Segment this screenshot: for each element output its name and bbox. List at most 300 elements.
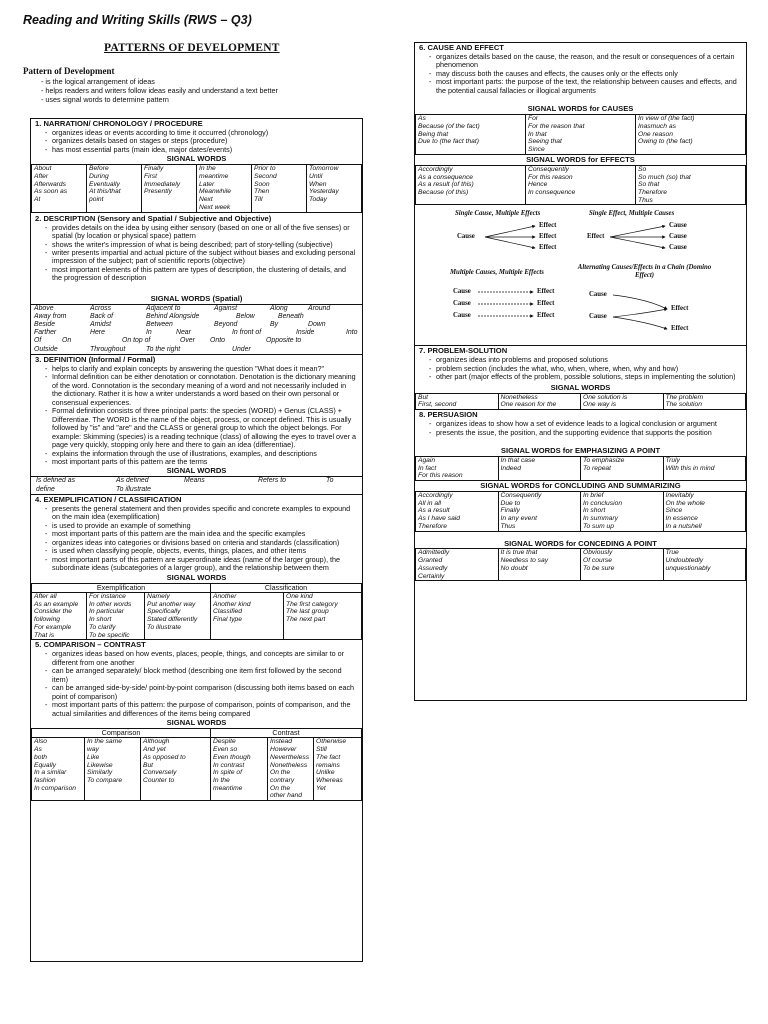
signal-word: Into xyxy=(346,329,358,337)
diagram-title: Multiple Causes, Multiple Effects xyxy=(450,269,544,277)
bullet-item: - presents the general statement and then provides specific and concrete examples to expound on the main idea (exemplification) xyxy=(45,505,358,522)
problem-solution-signal-table xyxy=(415,393,746,410)
signal-word: Below xyxy=(236,313,255,321)
signal-word: Therefore xyxy=(638,188,667,196)
signal-word: other hand xyxy=(270,792,302,800)
signal-word: Around xyxy=(308,304,331,312)
signal-words-heading: SIGNAL WORDS xyxy=(166,572,227,582)
signal-word: Even though xyxy=(213,753,251,761)
signal-word: But xyxy=(143,761,154,769)
signal-word: So xyxy=(638,165,647,173)
signal-word: Because (of this) xyxy=(418,188,469,196)
diagram-cause-label: Cause xyxy=(457,233,475,241)
signal-word: And yet xyxy=(143,746,166,754)
signal-word: However xyxy=(270,746,297,754)
signal-word: In short xyxy=(89,616,112,624)
signal-word: following xyxy=(34,616,61,624)
signal-word: In contrast xyxy=(213,761,245,769)
bullet-item: - can be arranged separately/ block method (describing one item first followed by the second item) xyxy=(45,667,358,684)
signal-word: As an example xyxy=(34,600,79,608)
definition-signal-words xyxy=(31,477,362,493)
signal-words-cell xyxy=(498,456,581,480)
signal-word: To compare xyxy=(87,776,123,784)
signal-word: That is xyxy=(34,631,55,639)
signal-word: Assuredly xyxy=(418,564,448,572)
signal-word xyxy=(346,337,354,345)
signal-words-cell xyxy=(581,456,664,480)
bullet-item: - has most essential parts (main idea, major dates/events) xyxy=(45,146,358,154)
intro-section xyxy=(23,66,403,104)
signal-word: After all xyxy=(34,592,57,600)
signal-word: On the xyxy=(270,769,291,777)
bullet-list xyxy=(419,420,742,437)
signal-words-cell xyxy=(663,393,746,409)
section-title: 2. DESCRIPTION (Sensory and Spatial / Subjective and Objective) xyxy=(35,213,272,223)
signal-word: Of xyxy=(34,337,42,345)
bullet-list xyxy=(419,53,742,95)
signal-words-cell xyxy=(663,456,746,480)
signal-words-cell xyxy=(416,549,499,581)
signal-word: Accordingly xyxy=(418,492,453,500)
signal-word: Since xyxy=(528,146,545,154)
signal-word: Later xyxy=(199,180,215,188)
signal-word: Beyond xyxy=(214,321,238,329)
signal-word: fashion xyxy=(34,776,56,784)
bullet-item: - most important elements of this pattern are types of description, the clustering of details, and the progression of description xyxy=(45,266,358,283)
bullet-item: - problem section (includes the what, who, when, where, when, why and how) xyxy=(429,365,742,373)
signal-word: Next xyxy=(199,196,213,204)
signal-word: Also xyxy=(34,738,48,746)
signal-word: The next part xyxy=(286,616,326,624)
causes-signal-table xyxy=(415,114,746,155)
signal-word: With this in mind xyxy=(665,464,715,472)
signal-word: Over xyxy=(180,337,195,345)
intro-bullet: - is the logical arrangement of ideas xyxy=(41,76,155,86)
bullet-list xyxy=(35,365,358,467)
signal-word: As a result xyxy=(418,507,450,515)
signal-word: About xyxy=(34,165,52,173)
signal-words-cell xyxy=(32,592,87,639)
signal-word: Opposite to xyxy=(266,337,302,345)
section-title: 3. DEFINITION (Informal / Formal) xyxy=(35,354,156,364)
signal-word: contrary xyxy=(270,776,295,784)
left-column xyxy=(30,118,363,962)
signal-word: Consider the xyxy=(34,608,72,616)
emphasizing-signal-table xyxy=(415,456,746,481)
signal-words-cell xyxy=(211,592,284,639)
bullet-item: - organizes ideas into problems and proposed solutions xyxy=(429,356,742,364)
bullet-item: - writer presents impartial and actual picture of the subject without biases and excluding personal impression of the subject; part of scientific reports (objective) xyxy=(45,249,358,266)
section-title: 1. NARRATION/ CHRONOLOGY / PROCEDURE xyxy=(35,119,203,128)
signal-word: Owing to (the fact) xyxy=(638,138,693,146)
signal-word: In particular xyxy=(89,608,124,616)
signal-word: So much (so) that xyxy=(638,173,691,181)
signal-word: Back of xyxy=(90,313,113,321)
signal-word: In spite of xyxy=(213,769,243,777)
bullet-item: - other part (major effects of the problem, possible solutions, steps in implementing the solution) xyxy=(429,373,742,381)
signal-word: One reason for the xyxy=(500,401,557,409)
signal-words-row xyxy=(31,305,362,313)
signal-word: For xyxy=(528,115,539,123)
bullet-list xyxy=(419,356,742,381)
signal-word: To illustrate xyxy=(116,485,151,493)
signal-word: In that xyxy=(528,130,547,138)
signal-word: Classified xyxy=(213,608,242,616)
signal-word: Until xyxy=(309,173,323,181)
diagram-cause-label: Cause xyxy=(453,312,471,320)
signal-word: Hence xyxy=(528,181,548,189)
intro-list xyxy=(23,77,403,104)
table-subheader: Comparison xyxy=(32,728,211,737)
signal-word: Throughout xyxy=(90,345,126,353)
signal-word: Beside xyxy=(34,321,56,329)
diagram-effect-label: Effect xyxy=(671,305,689,313)
bullet-item: - most important parts of this pattern are superordinate ideas (name of the larger group), the subordinate ideas (subcategories of a larger group), and the relationship between them xyxy=(45,556,358,573)
signal-words-row xyxy=(31,313,362,321)
signal-word: Along xyxy=(270,304,288,312)
signal-word: At xyxy=(34,196,41,204)
signal-word: Needless to say xyxy=(500,557,549,565)
table-subheader: Contrast xyxy=(211,728,362,737)
signal-word: Till xyxy=(254,196,263,204)
signal-word: In xyxy=(146,329,152,337)
signal-words-cell xyxy=(32,165,87,212)
intro-bullet: - uses signal words to determine pattern xyxy=(41,94,169,104)
signal-word: In a nutshell xyxy=(665,522,702,530)
signal-word: Then xyxy=(254,188,270,196)
signal-word: Amidst xyxy=(90,321,112,329)
intro-bullet: - helps readers and writers follow ideas easily and understand a text better xyxy=(41,85,278,95)
signal-words-cell xyxy=(145,592,211,639)
signal-word: Immediately xyxy=(144,180,181,188)
signal-word: Adjacent to xyxy=(146,304,181,312)
intro-heading: Pattern of Development xyxy=(23,66,115,76)
signal-word: During xyxy=(89,173,109,181)
section-title: 7. PROBLEM-SOLUTION xyxy=(419,346,508,356)
comparison-section xyxy=(31,640,362,728)
signal-words-cell xyxy=(416,165,526,205)
signal-word: Another kind xyxy=(213,600,251,608)
signal-word: Inasmuch as xyxy=(638,123,676,131)
problem-solution-section xyxy=(415,346,746,392)
signal-word: Meanwhile xyxy=(199,188,231,196)
signal-word: Therefore xyxy=(418,522,447,530)
signal-word: Despite xyxy=(213,738,236,746)
signal-word: Truly xyxy=(665,456,680,464)
bullet-item: - organizes details based on the cause, the reason, and the result or consequences of a certain phenomenon xyxy=(429,53,742,70)
signal-word: Thus xyxy=(638,196,653,204)
bullet-item: - Informal definition can be either denotation or connotation. Denotation is the dictionary meaning of the word. Connotation is the secondary meaning of a word and not necessarily included in the dictionary. Rather it is how a writer understands a word based on their own personal or consensual experiences. xyxy=(45,373,358,407)
diagram-effect-label: Effect xyxy=(537,300,555,308)
diagram-title: Alternating Causes/Effects in a Chain (Domino Effect) xyxy=(577,264,712,280)
signal-word: By xyxy=(270,321,279,329)
signal-word: One solution is xyxy=(583,393,628,401)
exemplification-section xyxy=(31,495,362,583)
page-title: PATTERNS OF DEVELOPMENT xyxy=(104,42,280,54)
signal-word: For instance xyxy=(89,592,126,600)
signal-word: point xyxy=(89,196,104,204)
section-title: 5. COMPARISON – CONTRAST xyxy=(35,640,146,650)
signal-word: Whereas xyxy=(316,776,343,784)
signal-word: Prior to xyxy=(254,165,276,173)
signal-words-row xyxy=(31,337,362,345)
signal-word: In fact xyxy=(418,464,437,472)
signal-word xyxy=(292,346,312,354)
signal-word: First, second xyxy=(418,401,457,409)
signal-word: For this reason xyxy=(528,173,573,181)
signal-word: Above xyxy=(34,304,54,312)
definition-section xyxy=(31,355,362,477)
diagram-cause-label: Cause xyxy=(669,233,687,241)
signal-word: To the right xyxy=(146,345,181,353)
concluding-signal-table xyxy=(415,491,746,532)
signal-word: Still xyxy=(316,746,327,754)
signal-words-cell xyxy=(498,549,581,581)
signal-word: Similarly xyxy=(87,769,113,777)
signal-word: In the xyxy=(199,165,216,173)
diagram-title: Single Effect, Multiple Causes xyxy=(589,210,675,218)
signal-word: Finally xyxy=(144,165,164,173)
signal-word: In that case xyxy=(500,456,536,464)
signal-words-heading: SIGNAL WORDS xyxy=(166,466,227,476)
signal-word: To be sure xyxy=(583,564,615,572)
signal-words-cell xyxy=(416,393,499,409)
signal-word: Afterwards xyxy=(34,180,66,188)
diagram-title: Single Cause, Multiple Effects xyxy=(455,210,541,218)
signal-word: But xyxy=(418,393,429,401)
signal-word xyxy=(312,346,332,354)
signal-words-cell xyxy=(663,549,746,581)
right-column xyxy=(414,42,747,701)
signal-words-cell xyxy=(581,492,664,532)
signal-word: way xyxy=(87,746,99,754)
diagram-effect-label: Effect xyxy=(671,325,689,333)
signal-word: To be specific xyxy=(89,631,130,639)
signal-word: No doubt xyxy=(500,564,528,572)
signal-word: For this reason xyxy=(418,472,463,480)
signal-word: Yet xyxy=(316,784,326,792)
diagram-cause-label: Cause xyxy=(453,288,471,296)
signal-words-heading: SIGNAL WORDS xyxy=(550,382,611,392)
signal-word: Nonetheless xyxy=(270,761,308,769)
signal-words-cell xyxy=(526,165,636,205)
signal-words-cell xyxy=(211,738,268,801)
signal-word: On top of xyxy=(122,337,151,345)
table-subheader: Exemplification xyxy=(32,583,211,592)
signal-word: To xyxy=(326,477,334,485)
signal-word: Another xyxy=(213,592,237,600)
signal-words-cell xyxy=(636,165,746,205)
signal-word: Between xyxy=(146,321,173,329)
signal-word: Admittedly xyxy=(418,549,450,557)
signal-words-heading: SIGNAL WORDS xyxy=(166,718,227,728)
signal-word: In a similar xyxy=(34,769,67,777)
signal-word: As opposed to xyxy=(143,753,186,761)
signal-word: Otherwise xyxy=(316,738,347,746)
signal-word: Today xyxy=(309,196,327,204)
signal-word: Granted xyxy=(418,557,443,565)
signal-words-cell xyxy=(87,592,145,639)
signal-words-cell xyxy=(498,492,581,532)
diagram-effect-label: Effect xyxy=(539,244,557,252)
bullet-item: - presents the issue, the position, and the supporting evidence that supports the position xyxy=(429,429,742,437)
signal-word: The fact xyxy=(316,753,341,761)
signal-words-cell xyxy=(314,738,362,801)
bullet-item: - is used when classifying people, objects, events, things, places, and other items xyxy=(45,547,358,555)
bullet-list xyxy=(35,505,358,573)
diagram-cause-label: Cause xyxy=(669,244,687,252)
signal-word: Specifically xyxy=(147,608,181,616)
signal-word: Conversely xyxy=(143,769,177,777)
signal-word xyxy=(332,346,352,354)
bullet-item: - Formal definition consists of three principal parts: the species (WORD) + Genus (CLASS) + Differentiae. The WORD is the name of the object, process, or concept defined. This is usually followed by "is" and "are" and the CLASS or general group to which the object belongs. For example: Skimming (species) is a reading technique (class) of allowing the eyes to travel over a page very quickly, stopping only here and there to gain an idea (differentiae). xyxy=(45,407,358,449)
signal-words-cell xyxy=(141,738,211,801)
signal-word: meantime xyxy=(199,173,229,181)
signal-word: When xyxy=(309,180,327,188)
signal-words-cell xyxy=(498,393,581,409)
signal-word: As xyxy=(34,746,42,754)
diagram-effect-label: Effect xyxy=(537,288,555,296)
signal-words-cell xyxy=(581,549,664,581)
signal-word: Thus xyxy=(500,522,516,530)
bullet-item: - helps to clarify and explain concepts by answering the question "What does it mean?" xyxy=(45,365,358,373)
signal-word: On the xyxy=(270,784,291,792)
bullet-item: - most important parts: the purpose of the text, the relationship between causes and effects, and the potential causal fallacies or illogical arguments xyxy=(429,78,742,95)
signal-words-heading: SIGNAL WORDS for CAUSES xyxy=(527,104,634,114)
bullet-item: - most important parts of this pattern: the purpose of comparison, points of comparison, and the actual similarities and differences of the items being compared xyxy=(45,701,358,718)
signal-word: Due to (the fact that) xyxy=(418,138,479,146)
signal-word: In conclusion xyxy=(583,499,623,507)
signal-words-cell xyxy=(32,738,85,801)
signal-word: Is defined as xyxy=(36,477,76,485)
signal-word: Put another way xyxy=(147,600,196,608)
signal-word: Certainly xyxy=(418,572,445,580)
signal-word: The last group xyxy=(286,608,329,616)
diagram-effect-label: Effect xyxy=(537,312,555,320)
signal-word: Yesterday xyxy=(309,188,339,196)
signal-word: For the reason that xyxy=(528,123,585,131)
signal-word: Namely xyxy=(147,592,170,600)
signal-word: Onto xyxy=(210,337,225,345)
diagram-effect-label: Effect xyxy=(539,222,557,230)
comparison-signal-table xyxy=(31,728,362,801)
signal-word: Means xyxy=(184,477,205,485)
signal-word: Final type xyxy=(213,616,242,624)
narration-signal-table xyxy=(31,164,362,212)
signal-words-cell xyxy=(581,393,664,409)
signal-word xyxy=(330,313,350,321)
exemplification-signal-table xyxy=(31,583,362,641)
signal-word: In summary xyxy=(583,515,618,523)
signal-word: The problem xyxy=(665,393,704,401)
signal-word: Presently xyxy=(144,188,172,196)
bullet-list xyxy=(35,224,358,283)
signal-word: In brief xyxy=(583,492,604,500)
bullet-item: - can be arranged side-by-side/ point-by-point comparison (discussing both items based on each point of comparison) xyxy=(45,684,358,701)
spatial-signal-words xyxy=(31,305,362,354)
signal-word: Near xyxy=(176,329,191,337)
signal-word: On the whole xyxy=(665,499,705,507)
signal-word: As soon as xyxy=(34,188,68,196)
section-title: 8. PERSUASION xyxy=(419,410,478,420)
signal-word: In essence xyxy=(665,515,698,523)
signal-word: To illustrate xyxy=(147,623,181,631)
section-title: 4. EXEMPLIFICATION / CLASSIFICATION xyxy=(35,494,182,504)
signal-word: Instead xyxy=(270,738,292,746)
diagram-cause-label: Cause xyxy=(669,222,687,230)
signal-words-row xyxy=(31,329,362,337)
bullet-item: - most important parts of this pattern are the main idea and the specific examples xyxy=(45,530,358,538)
signal-words-cell xyxy=(307,165,362,212)
diagram-effect-label: Effect xyxy=(539,233,557,241)
signal-word: One way is xyxy=(583,401,617,409)
signal-word: The first category xyxy=(286,600,338,608)
signal-word: remains xyxy=(316,761,340,769)
persuasion-section xyxy=(415,410,746,456)
signal-word: One reason xyxy=(638,130,673,138)
signal-words-cell xyxy=(85,738,141,801)
effects-signal-table xyxy=(415,165,746,206)
signal-word: define xyxy=(36,485,55,493)
signal-words-heading: SIGNAL WORDS for CONCEDING A POINT xyxy=(504,538,657,548)
bullet-list xyxy=(35,129,358,154)
bullet-item: - explains the information through the use of illustrations, examples, and descriptions xyxy=(45,450,358,458)
signal-word: Nonetheless xyxy=(500,393,538,401)
signal-word: So that xyxy=(638,181,660,189)
signal-words-heading: SIGNAL WORDS for EMPHASIZING A POINT xyxy=(500,446,661,455)
signal-word: Seeing that xyxy=(528,138,562,146)
signal-word: In comparison xyxy=(34,784,77,792)
signal-word: Tomorrow xyxy=(309,165,339,173)
signal-word: Against xyxy=(214,304,237,312)
signal-words-heading: SIGNAL WORDS xyxy=(166,154,227,164)
bullet-item: - organizes ideas or events according to time it occurred (chronology) xyxy=(45,129,358,137)
signal-word: After xyxy=(34,173,49,181)
bullet-item: - is used to provide an example of something xyxy=(45,522,358,530)
signal-word: In front of xyxy=(232,329,262,337)
bullet-item: - organizes ideas based on how events, places, people, things, and concepts are similar to or different from one another xyxy=(45,650,358,667)
signal-word: Of course xyxy=(583,557,612,565)
bullet-item: - may discuss both the causes and effects, the causes only or the effects only xyxy=(429,70,742,78)
signal-word: In any event xyxy=(500,515,537,523)
signal-word: Consequently xyxy=(528,165,569,173)
signal-words-cell xyxy=(142,165,197,212)
signal-word: Obviously xyxy=(583,549,613,557)
signal-word: The solution xyxy=(665,401,702,409)
signal-words-cell xyxy=(636,115,746,155)
signal-word: As xyxy=(418,115,426,123)
signal-word: Outside xyxy=(34,345,58,353)
signal-word: True xyxy=(665,549,679,557)
signal-word: Although xyxy=(143,738,170,746)
description-section xyxy=(31,213,362,304)
signal-word: One kind xyxy=(286,592,313,600)
signal-words-heading: SIGNAL WORDS for CONCLUDING AND SUMMARIZING xyxy=(480,481,681,491)
signal-word: meantime xyxy=(213,784,243,792)
signal-words-row xyxy=(31,346,362,354)
signal-word: Equally xyxy=(34,761,56,769)
narration-section xyxy=(31,119,362,164)
signal-word: Consequently xyxy=(500,492,542,500)
signal-word: In consequence xyxy=(528,188,576,196)
section-title: 6. CAUSE AND EFFECT xyxy=(419,43,504,52)
signal-word: As defined xyxy=(116,477,149,485)
signal-word: Nevertheless xyxy=(270,753,310,761)
signal-word: Soon xyxy=(254,180,270,188)
bullet-item: - organizes ideas into categories or divisions based on criteria and standards (classification) xyxy=(45,539,358,547)
diagram-cause-label: Cause xyxy=(589,291,607,299)
bullet-item: - shows the writer's impression of what is being described; part of story-telling (subjective) xyxy=(45,241,358,249)
